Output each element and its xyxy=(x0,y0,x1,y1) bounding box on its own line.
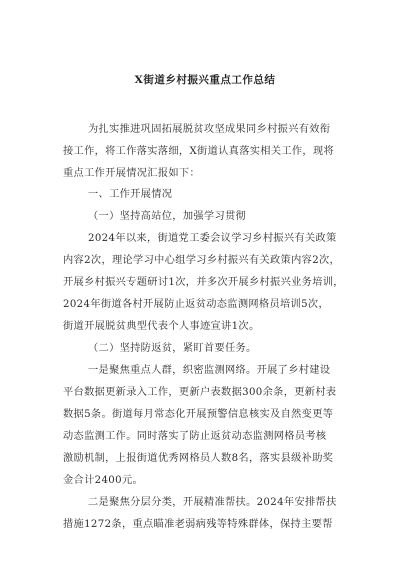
paragraph-line: 2024年街道各村开展防止返贫动态监测网格员培训5次， xyxy=(63,299,329,310)
paragraph-line: 动态监测工作。同时落实了防止返贫动态监测网格员考核 xyxy=(63,431,327,442)
paragraph-line: 街道开展脱贫典型代表个人事迹宣讲1次。 xyxy=(63,321,260,332)
paragraph-line: 数据5条。街道每月常态化开展预警信息核实及自然变更等 xyxy=(63,409,334,420)
paragraph-line: 内容2次，理论学习中心组学习乡村振兴有关政策内容2次， xyxy=(63,255,341,266)
intro-line-2: 接工作，将工作落实落细，X街道认真落实相关工作，现将 xyxy=(63,146,335,157)
paragraph-line: 措施1272条，重点瞄准老弱病残等特殊群体，保持主要帮 xyxy=(63,519,333,530)
subsection-heading-1: （一）坚持高站位，加强学习贯彻 xyxy=(88,211,247,222)
paragraph-line: 平台数据更新录入工作，更新户表数据300余条，更新村表 xyxy=(63,387,337,398)
paragraph-line: 一是聚焦重点人群，织密监测网络。开展了乡村建设 xyxy=(88,365,331,376)
paragraph-line: 2024年以来，街道党工委会议学习乡村振兴有关政策 xyxy=(88,233,337,244)
document-title: X街道乡村振兴重点工作总结 xyxy=(134,74,276,86)
subsection-heading-2: （二）坚持防返贫，紧盯首要任务。 xyxy=(88,343,257,354)
paragraph-line: 激励机制，上报街道优秀网格员人数8名，落实县级补助奖 xyxy=(63,453,334,464)
paragraph-line: 金合计2400元。 xyxy=(63,475,144,486)
paragraph-line: 二是聚焦分层分类，开展精准帮扶。2024年安排帮扶 xyxy=(88,497,337,508)
intro-line-1: 为扎实推进巩固拓展脱贫攻坚成果同乡村振兴有效衔 xyxy=(88,124,331,135)
intro-line-3: 重点工作开展情况汇报如下： xyxy=(63,168,200,179)
section-heading-1: 一、工作开展情况 xyxy=(88,189,173,200)
paragraph-line: 开展乡村振兴专题研讨1次，并多次开展乡村振兴业务培训， xyxy=(63,277,344,288)
